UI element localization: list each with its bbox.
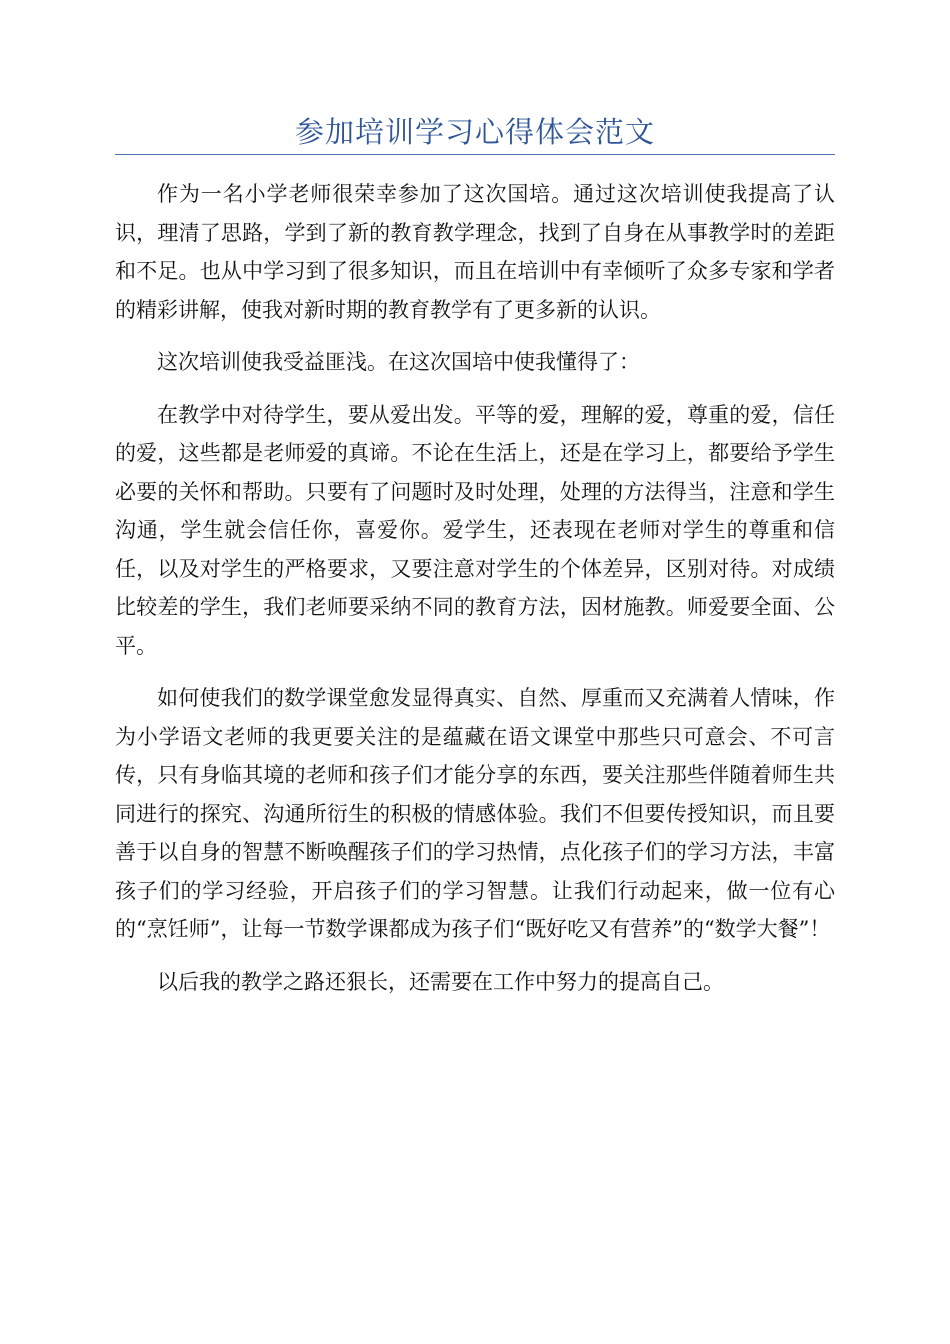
paragraph: 如何使我们的数学课堂愈发显得真实、自然、厚重而又充满着人情味，作为小学语文老师的我更要关注的是蕴藏在语文课堂中那些只可意会、不可言传，只有身临其境的老师和孩子们才能分享的东西，要关注那些伴随着师生共同进行的探究、沟通所衍生的积极的情感体验。我们不但要传授知识，而且要善于以自身的智慧不断唤醒孩子们的学习热情，点化孩子们的学习方法，丰富孩子们的学习经验，开启孩子们的学习智慧。让我们行动起来，做一位有心的“烹饪师”，让每一节数学课都成为孩子们“既好吃又有营养”的“数学大餐”！ [115,686,835,941]
paragraph: 作为一名小学老师很荣幸参加了这次国培。通过这次培训使我提高了认识，理清了思路，学到了新的教育教学理念，找到了自身在从事教学时的差距和不足。也从中学习到了很多知识，而且在培训中有幸倾听了众多专家和学者的精彩讲解，使我对新时期的教育教学有了更多新的认识。 [115,182,835,322]
document-body [115,175,835,1015]
document-title: 参加培训学习心得体会范文 [294,115,655,149]
title-underline [115,154,835,155]
paragraph: 在教学中对待学生，要从爱出发。平等的爱，理解的爱，尊重的爱，信任的爱，这些都是老师爱的真谛。不论在生活上，还是在学习上，都要给予学生必要的关怀和帮助。只要有了问题时及时处理，处理的方法得当，注意和学生沟通，学生就会信任你，喜爱你。爱学生，还表现在老师对学生的尊重和信任，以及对学生的严格要求，又要注意对学生的个体差异，区别对待。对成绩比较差的学生，我们老师要采纳不同的教育方法，因材施教。师爱要全面、公平。 [115,402,835,658]
paragraph: 以后我的教学之路还狠长，还需要在工作中努力的提高自己。 [157,969,724,994]
paragraph: 这次培训使我受益匪浅。在这次国培中使我懂得了： [157,350,640,374]
